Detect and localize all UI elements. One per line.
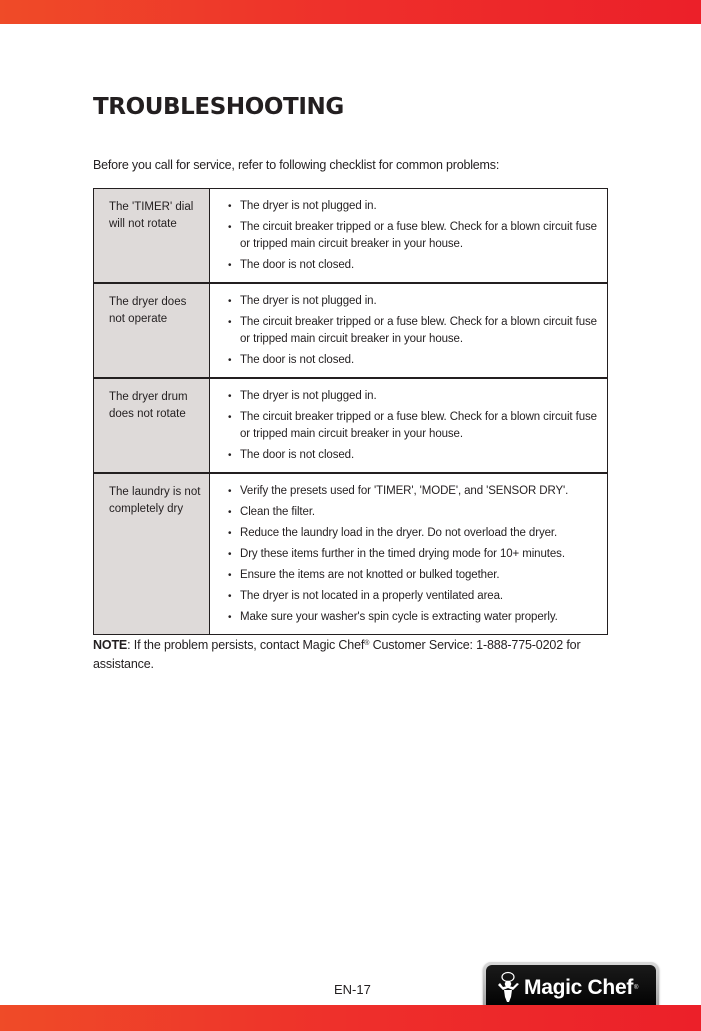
cause-item	[228, 447, 597, 464]
causes-cell	[210, 378, 608, 473]
cause-item	[228, 504, 597, 521]
problem-cell: The dryer does not operate	[94, 283, 210, 378]
bullet-icon: •	[228, 528, 232, 539]
cause-text: The door is not closed.	[240, 259, 355, 271]
bullet-icon: •	[228, 355, 232, 366]
chef-mascot-icon	[496, 971, 522, 1005]
cause-text: Ensure the items are not knotted or bulked together.	[240, 569, 500, 581]
cause-text: The dryer is not plugged in.	[240, 200, 377, 212]
cause-item	[228, 588, 597, 605]
page-number: EN-17	[334, 982, 371, 997]
bullet-icon: •	[228, 450, 232, 461]
bullet-icon: •	[228, 570, 232, 581]
bullet-icon: •	[228, 260, 232, 271]
table-row	[94, 378, 608, 473]
cause-text: The dryer is not located in a properly ventilated area.	[240, 590, 503, 602]
causes-cell	[210, 283, 608, 378]
logo-registered-mark: ®	[634, 985, 639, 991]
table-row	[94, 189, 608, 284]
cause-text: The dryer is not plugged in.	[240, 295, 377, 307]
causes-cell	[210, 189, 608, 284]
page-title: TROUBLESHOOTING	[93, 94, 344, 120]
bullet-icon: •	[228, 549, 232, 560]
problem-cell: The 'TIMER' dial will not rotate	[94, 189, 210, 284]
cause-item	[228, 609, 597, 626]
table-row	[94, 283, 608, 378]
bullet-icon: •	[228, 412, 232, 423]
cause-list	[228, 293, 597, 369]
cause-text: Dry these items further in the timed drying mode for 10+ minutes.	[240, 548, 565, 560]
cause-text: Reduce the laundry load in the dryer. Do not overload the dryer.	[240, 527, 558, 539]
cause-item	[228, 219, 597, 253]
troubleshooting-table	[93, 188, 608, 635]
cause-text: The circuit breaker tripped or a fuse blew. Check for a blown circuit fuse or tripped main circuit breaker in your house.	[240, 316, 597, 345]
bullet-icon: •	[228, 612, 232, 623]
cause-text: The circuit breaker tripped or a fuse blew. Check for a blown circuit fuse or tripped main circuit breaker in your house.	[240, 411, 597, 440]
cause-item	[228, 483, 597, 500]
bullet-icon: •	[228, 486, 232, 497]
problem-cell: The dryer drum does not rotate	[94, 378, 210, 473]
cause-text: The door is not closed.	[240, 354, 355, 366]
causes-cell	[210, 473, 608, 635]
cause-list	[228, 198, 597, 274]
note-label: NOTE	[93, 638, 128, 652]
cause-item	[228, 388, 597, 405]
cause-item	[228, 314, 597, 348]
intro-text: Before you call for service, refer to following checklist for common problems:	[93, 158, 500, 172]
cause-text: The circuit breaker tripped or a fuse blew. Check for a blown circuit fuse or tripped main circuit breaker in your house.	[240, 221, 597, 250]
cause-text: Clean the filter.	[240, 506, 316, 518]
cause-item	[228, 198, 597, 215]
bullet-icon: •	[228, 317, 232, 328]
cause-text: The door is not closed.	[240, 449, 355, 461]
note-text-after: Customer Service: 1-888-775-0202 for assistance.	[93, 638, 581, 671]
cause-list	[228, 483, 597, 626]
bullet-icon: •	[228, 296, 232, 307]
cause-list	[228, 388, 597, 464]
cause-item	[228, 567, 597, 584]
cause-text: Make sure your washer's spin cycle is extracting water properly.	[240, 611, 558, 623]
bullet-icon: •	[228, 222, 232, 233]
cause-item	[228, 257, 597, 274]
bullet-icon: •	[228, 201, 232, 212]
cause-text: The dryer is not plugged in.	[240, 390, 377, 402]
cause-text: Verify the presets used for 'TIMER', 'MODE', and 'SENSOR DRY'.	[240, 485, 569, 497]
note-text-before: : If the problem persists, contact Magic Chef	[127, 638, 365, 652]
registered-mark: ®	[364, 640, 370, 647]
note-paragraph	[93, 634, 598, 674]
cause-item	[228, 525, 597, 542]
cause-item	[228, 409, 597, 443]
top-accent-bar	[0, 0, 701, 24]
table-row	[94, 473, 608, 635]
problem-cell: The laundry is not completely dry	[94, 473, 210, 635]
logo-text: Magic Chef	[524, 976, 634, 999]
cause-item	[228, 293, 597, 310]
cause-item	[228, 546, 597, 563]
bottom-accent-bar	[0, 1005, 701, 1031]
bullet-icon: •	[228, 507, 232, 518]
bullet-icon: •	[228, 591, 232, 602]
bullet-icon: •	[228, 391, 232, 402]
cause-item	[228, 352, 597, 369]
